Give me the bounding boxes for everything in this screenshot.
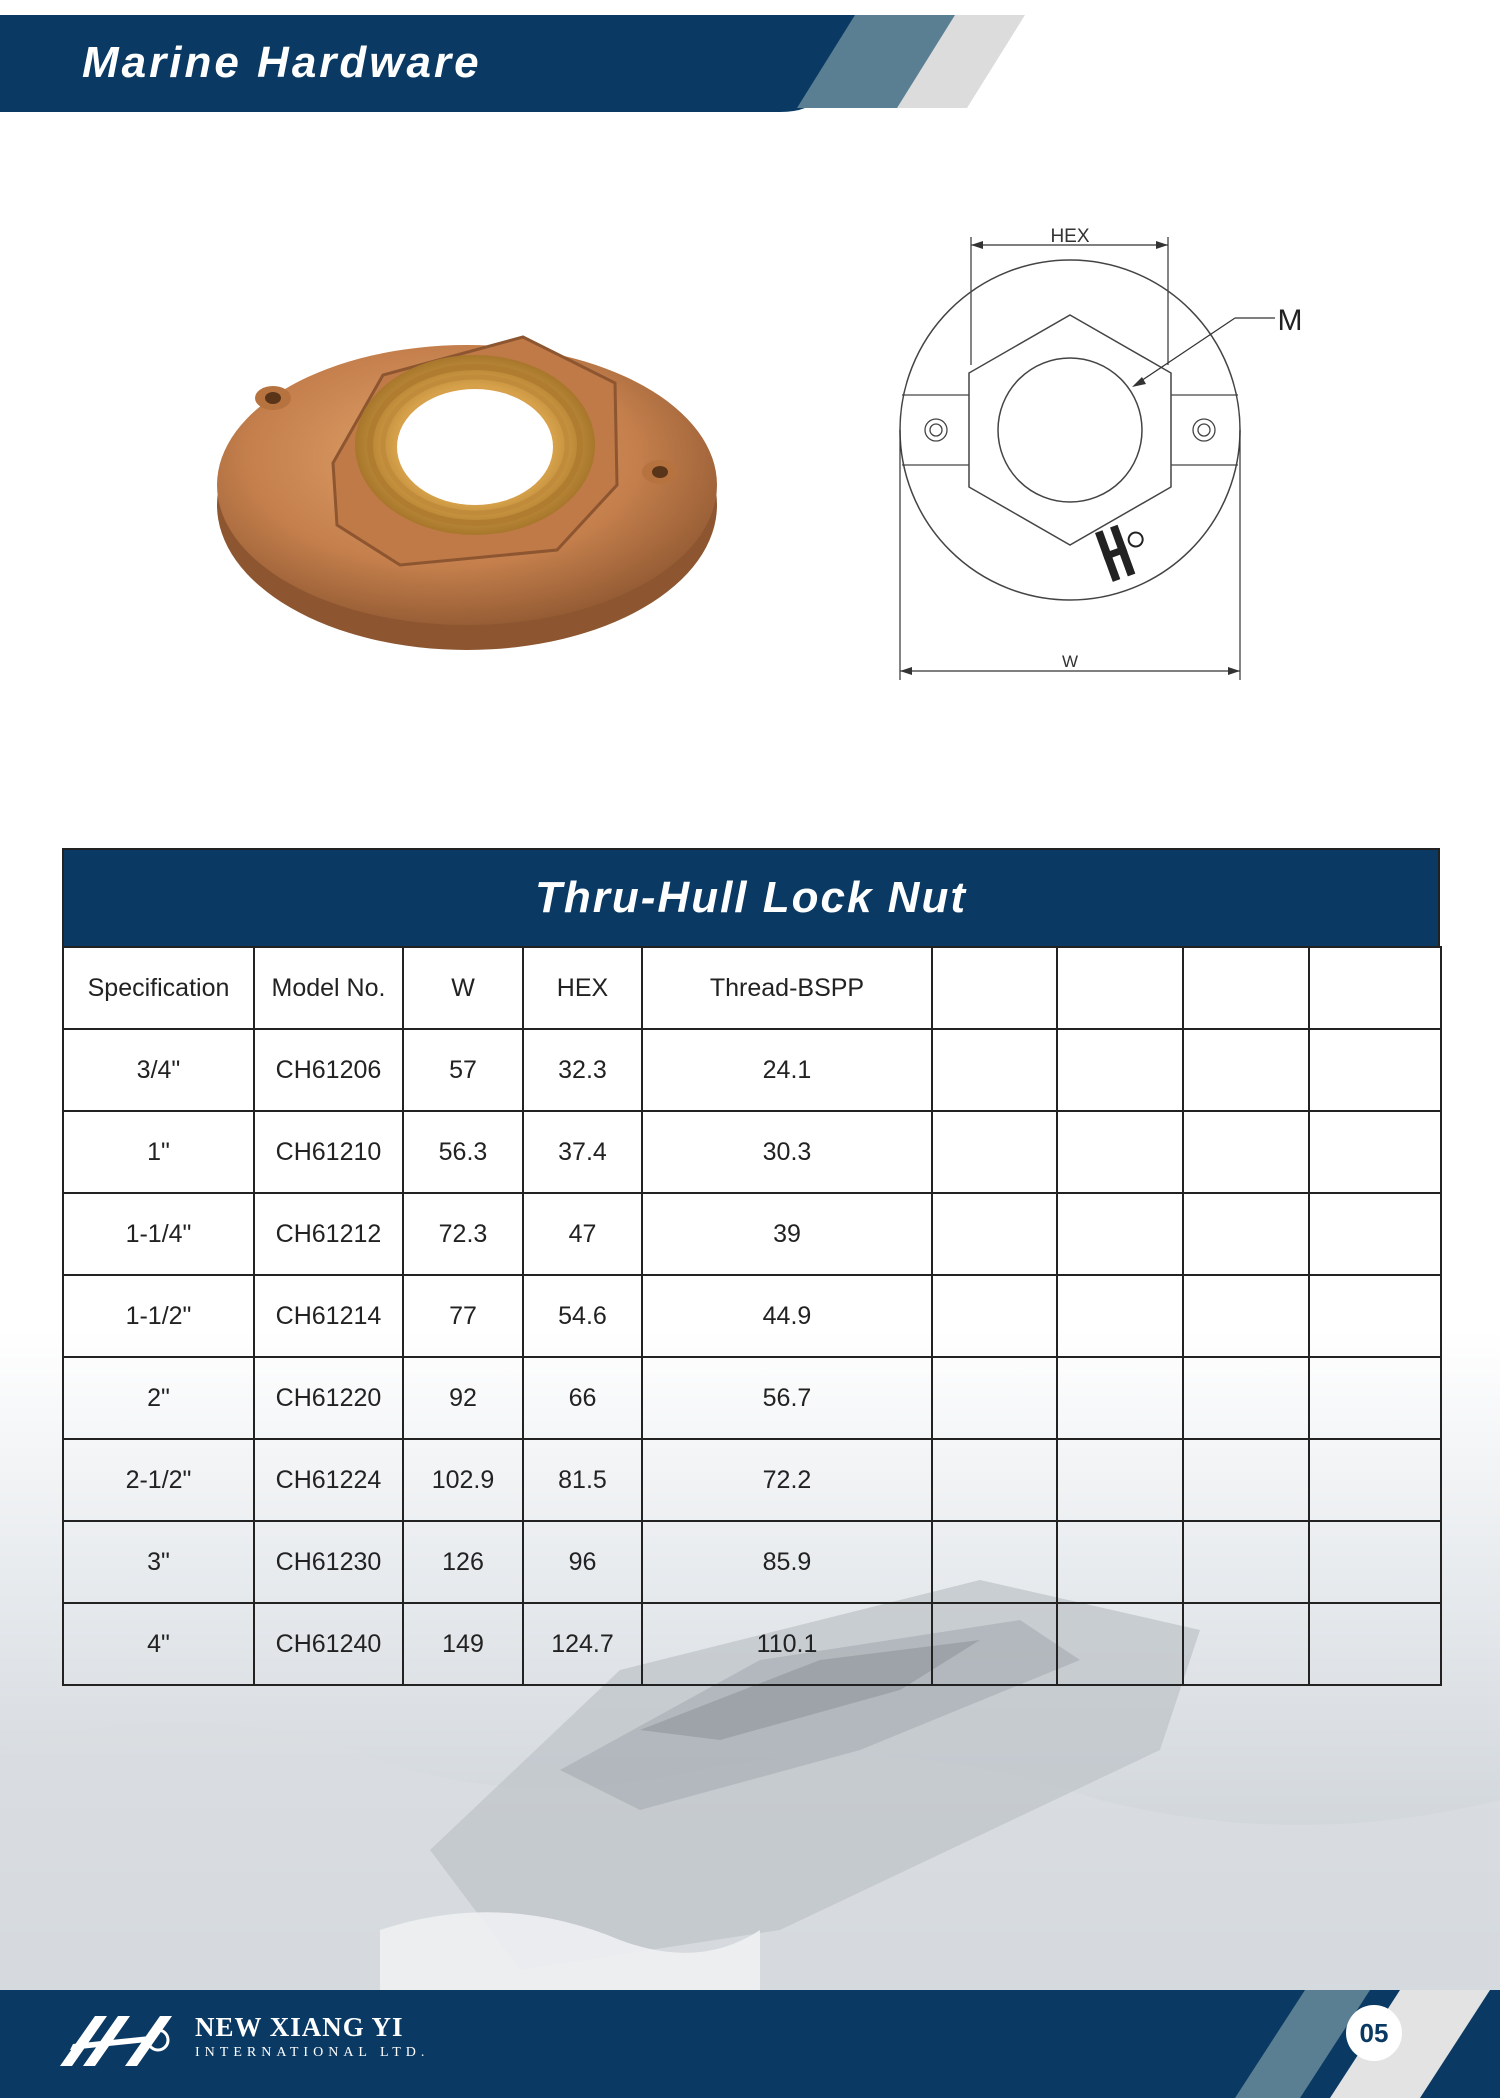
model-cell: CH61240	[254, 1603, 403, 1685]
company-name-line1: NEW XIANG YI	[195, 2012, 404, 2042]
table-row	[63, 1193, 1441, 1275]
hex-dimension-label: HEX	[1050, 226, 1090, 247]
spec-cell: 2"	[63, 1357, 254, 1439]
table-row	[63, 1275, 1441, 1357]
thread-cell: 39	[642, 1193, 932, 1275]
empty-cell	[1183, 1111, 1309, 1193]
empty-cell	[1057, 1193, 1183, 1275]
thread-cell: 30.3	[642, 1111, 932, 1193]
header-title: Marine Hardware	[82, 38, 482, 87]
spec-cell: 1-1/2"	[63, 1275, 254, 1357]
model-cell: CH61230	[254, 1521, 403, 1603]
empty-cell	[932, 1193, 1057, 1275]
empty-cell	[932, 947, 1057, 1029]
w-cell: 92	[403, 1357, 523, 1439]
spec-table	[62, 848, 1440, 1686]
page-header	[0, 0, 1500, 120]
empty-cell	[1309, 1439, 1441, 1521]
empty-cell	[1057, 1357, 1183, 1439]
empty-cell	[1057, 1439, 1183, 1521]
empty-cell	[1183, 1357, 1309, 1439]
thread-cell: 110.1	[642, 1603, 932, 1685]
empty-cell	[1057, 1029, 1183, 1111]
w-cell: 77	[403, 1275, 523, 1357]
spec-cell: 2-1/2"	[63, 1439, 254, 1521]
hex-cell: 66	[523, 1357, 642, 1439]
empty-cell	[932, 1029, 1057, 1111]
empty-cell	[1183, 1603, 1309, 1685]
hex-cell: 124.7	[523, 1603, 642, 1685]
w-dimension-label: W	[1061, 652, 1079, 671]
spec-cell: 1-1/4"	[63, 1193, 254, 1275]
model-cell: CH61212	[254, 1193, 403, 1275]
table-row	[63, 1029, 1441, 1111]
empty-cell	[1309, 1275, 1441, 1357]
empty-cell	[1183, 1029, 1309, 1111]
hex-cell: 96	[523, 1521, 642, 1603]
empty-cell	[1309, 1603, 1441, 1685]
empty-cell	[1309, 1193, 1441, 1275]
header-cell: Specification	[63, 947, 254, 1029]
thread-cell: 24.1	[642, 1029, 932, 1111]
spec-table-grid	[62, 946, 1442, 1686]
header-cell: W	[403, 947, 523, 1029]
model-cell: CH61210	[254, 1111, 403, 1193]
empty-cell	[1183, 1193, 1309, 1275]
table-row	[63, 1111, 1441, 1193]
model-cell: CH61220	[254, 1357, 403, 1439]
empty-cell	[1057, 1603, 1183, 1685]
table-row	[63, 1603, 1441, 1685]
model-cell: CH61206	[254, 1029, 403, 1111]
technical-drawing	[880, 215, 1340, 695]
table-header-row	[63, 947, 1441, 1029]
empty-cell	[1309, 1521, 1441, 1603]
thread-cell: 72.2	[642, 1439, 932, 1521]
empty-cell	[1057, 947, 1183, 1029]
empty-cell	[932, 1275, 1057, 1357]
empty-cell	[1183, 947, 1309, 1029]
spec-cell: 3/4"	[63, 1029, 254, 1111]
w-cell: 57	[403, 1029, 523, 1111]
m-dimension-label: M	[1277, 304, 1303, 337]
table-row	[63, 1521, 1441, 1603]
header-cell: Thread-BSPP	[642, 947, 932, 1029]
thread-cell: 44.9	[642, 1275, 932, 1357]
empty-cell	[932, 1521, 1057, 1603]
w-cell: 56.3	[403, 1111, 523, 1193]
w-cell: 149	[403, 1603, 523, 1685]
empty-cell	[1309, 947, 1441, 1029]
thread-cell: 56.7	[642, 1357, 932, 1439]
empty-cell	[1309, 1029, 1441, 1111]
empty-cell	[932, 1111, 1057, 1193]
w-cell: 72.3	[403, 1193, 523, 1275]
table-title: Thru-Hull Lock Nut	[62, 848, 1440, 946]
empty-cell	[932, 1357, 1057, 1439]
empty-cell	[1183, 1275, 1309, 1357]
empty-cell	[1309, 1357, 1441, 1439]
header-cell: HEX	[523, 947, 642, 1029]
hex-cell: 54.6	[523, 1275, 642, 1357]
company-logo-icon	[55, 2008, 190, 2070]
model-cell: CH61224	[254, 1439, 403, 1521]
empty-cell	[1057, 1111, 1183, 1193]
empty-cell	[1309, 1111, 1441, 1193]
company-name	[195, 2012, 429, 2061]
w-cell: 126	[403, 1521, 523, 1603]
empty-cell	[1183, 1521, 1309, 1603]
table-row	[63, 1357, 1441, 1439]
hex-cell: 81.5	[523, 1439, 642, 1521]
empty-cell	[1183, 1439, 1309, 1521]
header-cell: Model No.	[254, 947, 403, 1029]
empty-cell	[932, 1439, 1057, 1521]
table-row	[63, 1439, 1441, 1521]
page-number-badge: 05	[1346, 2005, 1402, 2061]
empty-cell	[1057, 1521, 1183, 1603]
w-cell: 102.9	[403, 1439, 523, 1521]
company-name-line2: INTERNATIONAL LTD.	[195, 2045, 430, 2060]
spec-cell: 3"	[63, 1521, 254, 1603]
hex-cell: 37.4	[523, 1111, 642, 1193]
hex-cell: 32.3	[523, 1029, 642, 1111]
empty-cell	[1057, 1275, 1183, 1357]
spec-cell: 4"	[63, 1603, 254, 1685]
hex-cell: 47	[523, 1193, 642, 1275]
product-photo	[205, 275, 725, 675]
spec-cell: 1"	[63, 1111, 254, 1193]
thread-cell: 85.9	[642, 1521, 932, 1603]
empty-cell	[932, 1603, 1057, 1685]
model-cell: CH61214	[254, 1275, 403, 1357]
